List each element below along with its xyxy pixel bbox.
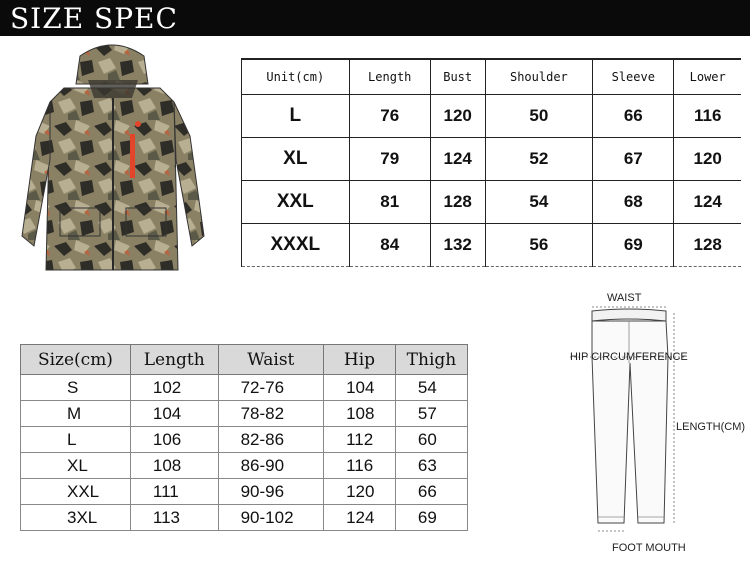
table-cell: 108 xyxy=(130,453,218,479)
table-cell: 50 xyxy=(485,95,593,138)
table-cell: 132 xyxy=(430,224,485,267)
size-cell: 3XL xyxy=(21,505,131,531)
waist-label: WAIST xyxy=(607,292,642,304)
table-cell: 108 xyxy=(324,401,396,427)
table-cell: 120 xyxy=(324,479,396,505)
table-cell: 116 xyxy=(674,95,741,138)
table-cell: 72-76 xyxy=(218,375,323,401)
table-cell: 56 xyxy=(485,224,593,267)
table-cell: 86-90 xyxy=(218,453,323,479)
table-cell: 90-102 xyxy=(218,505,323,531)
page-title: SIZE SPEC xyxy=(10,2,178,35)
column-header: Length xyxy=(349,59,430,95)
table-row xyxy=(21,401,468,427)
table-cell: 79 xyxy=(349,138,430,181)
column-header: Hip xyxy=(324,345,396,375)
title-banner xyxy=(0,0,750,36)
table-cell: 69 xyxy=(593,224,674,267)
size-cell: L xyxy=(242,95,350,138)
table-header-row xyxy=(21,345,468,375)
table-cell: 54 xyxy=(395,375,467,401)
table-cell: 60 xyxy=(395,427,467,453)
table-row xyxy=(242,95,742,138)
table-cell: 124 xyxy=(324,505,396,531)
table-cell: 113 xyxy=(130,505,218,531)
table-row xyxy=(21,427,468,453)
column-header: Size(cm) xyxy=(21,345,131,375)
size-cell: XL xyxy=(21,453,131,479)
length-label: LENGTH(CM) xyxy=(676,421,746,433)
column-header: Bust xyxy=(430,59,485,95)
table-cell: 124 xyxy=(674,181,741,224)
size-cell: XXXL xyxy=(242,224,350,267)
size-cell: XXL xyxy=(21,479,131,505)
table-row xyxy=(242,224,742,267)
table-cell: 112 xyxy=(324,427,396,453)
size-cell: M xyxy=(21,401,131,427)
table-cell: 102 xyxy=(130,375,218,401)
table-cell: 76 xyxy=(349,95,430,138)
table-cell: 57 xyxy=(395,401,467,427)
foot-mouth-label: FOOT MOUTH xyxy=(612,542,686,554)
table-cell: 120 xyxy=(430,95,485,138)
size-cell: XL xyxy=(242,138,350,181)
table-row xyxy=(21,479,468,505)
jacket-size-table xyxy=(241,58,741,267)
table-row xyxy=(242,181,742,224)
table-cell: 78-82 xyxy=(218,401,323,427)
table-cell: 66 xyxy=(593,95,674,138)
table-header-row xyxy=(242,59,742,95)
size-cell: L xyxy=(21,427,131,453)
table-cell: 84 xyxy=(349,224,430,267)
column-header: Lower xyxy=(674,59,741,95)
table-cell: 52 xyxy=(485,138,593,181)
table-cell: 104 xyxy=(324,375,396,401)
table-cell: 81 xyxy=(349,181,430,224)
table-cell: 111 xyxy=(130,479,218,505)
column-header: Shoulder xyxy=(485,59,593,95)
size-cell: XXL xyxy=(242,181,350,224)
column-header: Thigh xyxy=(395,345,467,375)
table-row xyxy=(21,505,468,531)
table-row xyxy=(21,375,468,401)
table-cell: 82-86 xyxy=(218,427,323,453)
table-cell: 106 xyxy=(130,427,218,453)
table-row xyxy=(21,453,468,479)
table-cell: 124 xyxy=(430,138,485,181)
table-cell: 54 xyxy=(485,181,593,224)
column-header: Waist xyxy=(218,345,323,375)
jacket-image xyxy=(14,40,212,280)
table-cell: 67 xyxy=(593,138,674,181)
column-header: Unit(cm) xyxy=(242,59,350,95)
table-cell: 128 xyxy=(430,181,485,224)
table-cell: 66 xyxy=(395,479,467,505)
size-cell: S xyxy=(21,375,131,401)
table-cell: 69 xyxy=(395,505,467,531)
table-cell: 90-96 xyxy=(218,479,323,505)
table-cell: 104 xyxy=(130,401,218,427)
table-cell: 128 xyxy=(674,224,741,267)
column-header: Length xyxy=(130,345,218,375)
column-header: Sleeve xyxy=(593,59,674,95)
pants-size-table xyxy=(20,344,468,531)
table-cell: 116 xyxy=(324,453,396,479)
hip-label: HIP CIRCUMFERENCE xyxy=(570,351,688,363)
table-row xyxy=(242,138,742,181)
table-cell: 120 xyxy=(674,138,741,181)
table-cell: 68 xyxy=(593,181,674,224)
table-cell: 63 xyxy=(395,453,467,479)
